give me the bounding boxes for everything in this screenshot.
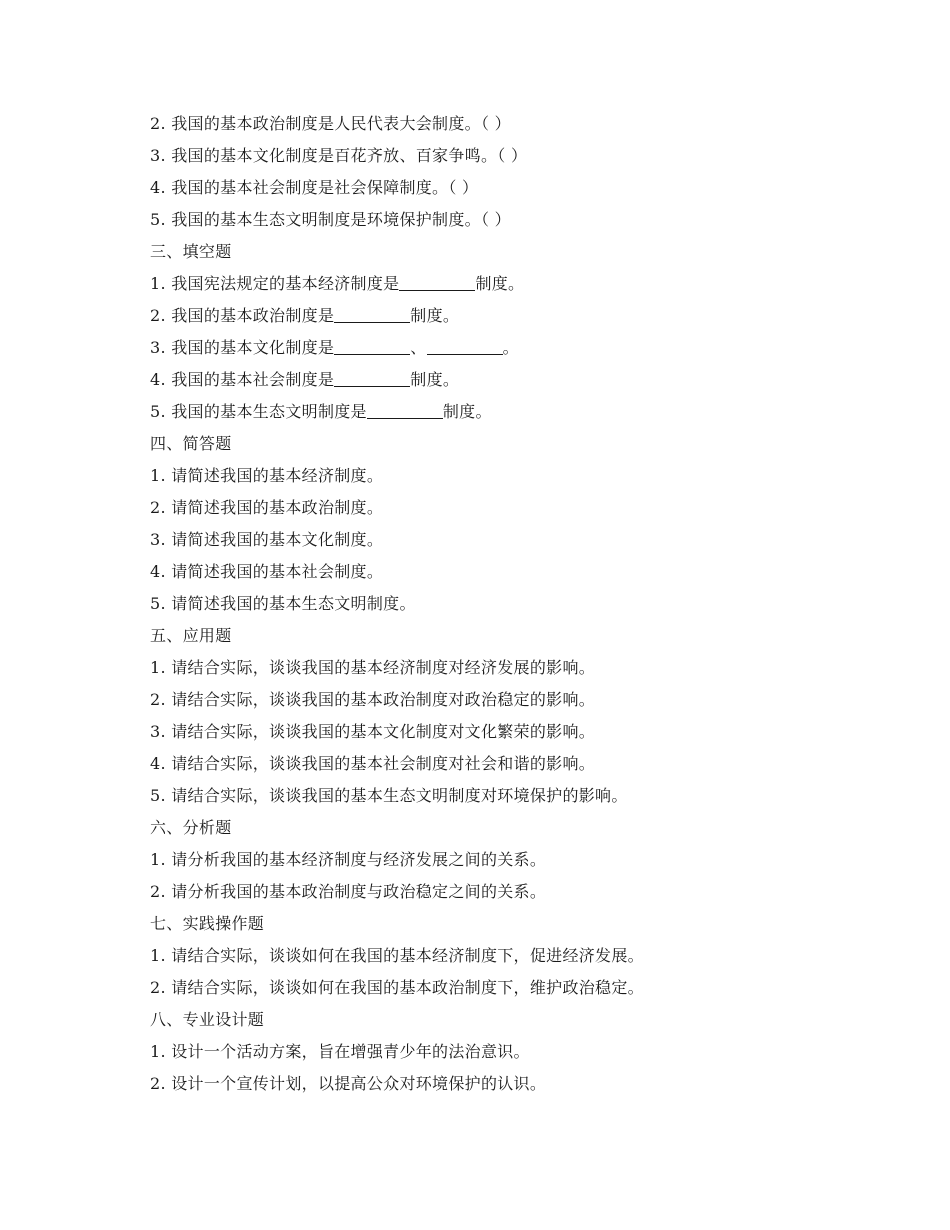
design-item: 1. 设计一个活动方案，旨在增强青少年的法治意识。 <box>150 1042 530 1061</box>
fill-item <box>150 364 850 396</box>
apply-item: 3. 请结合实际，谈谈我国的基本文化制度对文化繁荣的影响。 <box>150 722 596 741</box>
fill-blank <box>399 272 475 291</box>
fill-item <box>150 396 850 428</box>
section-heading-practice: 七、实践操作题 <box>150 914 265 933</box>
fill-item <box>150 300 850 332</box>
section-heading-short: 四、简答题 <box>150 434 232 453</box>
fill-item <box>150 268 850 300</box>
section-heading-fill: 三、填空题 <box>150 242 232 261</box>
practice-item: 2. 请结合实际，谈谈如何在我国的基本政治制度下，维护政治稳定。 <box>150 978 644 997</box>
fill-item-text: 、 <box>410 338 427 357</box>
fill-blank <box>427 336 503 355</box>
apply-item: 5. 请结合实际，谈谈我国的基本生态文明制度对环境保护的影响。 <box>150 786 628 805</box>
judgment-item: 4. 我国的基本社会制度是社会保障制度。（ ） <box>150 178 479 197</box>
fill-item-text: 。 <box>502 338 519 357</box>
analysis-item: 1. 请分析我国的基本经济制度与经济发展之间的关系。 <box>150 850 547 869</box>
fill-item-text: 4. 我国的基本社会制度是 <box>150 370 335 389</box>
short-item: 3. 请简述我国的基本文化制度。 <box>150 530 384 549</box>
apply-item: 1. 请结合实际，谈谈我国的基本经济制度对经济发展的影响。 <box>150 658 596 677</box>
fill-item-text: 2. 我国的基本政治制度是 <box>150 306 335 325</box>
practice-item: 1. 请结合实际，谈谈如何在我国的基本经济制度下，促进经济发展。 <box>150 946 644 965</box>
fill-item <box>150 332 850 364</box>
short-item: 4. 请简述我国的基本社会制度。 <box>150 562 384 581</box>
apply-item: 2. 请结合实际，谈谈我国的基本政治制度对政治稳定的影响。 <box>150 690 596 709</box>
short-item: 5. 请简述我国的基本生态文明制度。 <box>150 594 416 613</box>
fill-blank <box>367 400 443 419</box>
fill-blank <box>334 336 410 355</box>
fill-item-text: 1. 我国宪法规定的基本经济制度是 <box>150 274 400 293</box>
short-item: 2. 请简述我国的基本政治制度。 <box>150 498 384 517</box>
fill-item-text: 制度。 <box>410 370 460 389</box>
section-heading-analysis: 六、分析题 <box>150 818 232 837</box>
fill-item-text: 制度。 <box>410 306 460 325</box>
judgment-item: 5. 我国的基本生态文明制度是环境保护制度。（ ） <box>150 210 511 229</box>
document-page <box>150 108 850 1100</box>
fill-blank <box>334 304 410 323</box>
analysis-item: 2. 请分析我国的基本政治制度与政治稳定之间的关系。 <box>150 882 547 901</box>
fill-item-text: 制度。 <box>475 274 525 293</box>
fill-blank <box>334 368 410 387</box>
judgment-item: 2. 我国的基本政治制度是人民代表大会制度。（ ） <box>150 114 511 133</box>
fill-item-text: 3. 我国的基本文化制度是 <box>150 338 335 357</box>
design-item: 2. 设计一个宣传计划，以提高公众对环境保护的认识。 <box>150 1074 547 1093</box>
judgment-item: 3. 我国的基本文化制度是百花齐放、百家争鸣。（ ） <box>150 146 528 165</box>
section-heading-apply: 五、应用题 <box>150 626 232 645</box>
short-item: 1. 请简述我国的基本经济制度。 <box>150 466 384 485</box>
apply-item: 4. 请结合实际，谈谈我国的基本社会制度对社会和谐的影响。 <box>150 754 596 773</box>
section-heading-design: 八、专业设计题 <box>150 1010 265 1029</box>
fill-item-text: 制度。 <box>442 402 492 421</box>
fill-item-text: 5. 我国的基本生态文明制度是 <box>150 402 367 421</box>
